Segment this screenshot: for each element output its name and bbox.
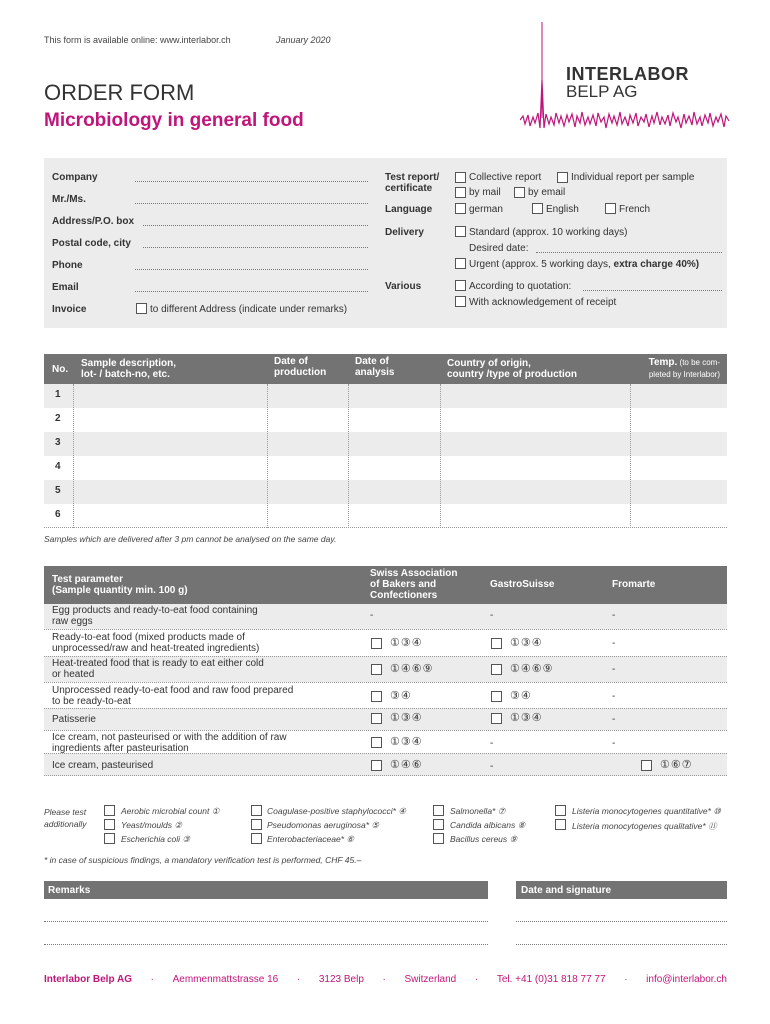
page-title: ORDER FORM [44, 80, 195, 105]
collective-report-label: Collective report [469, 172, 542, 183]
english-label: English [546, 204, 579, 215]
add-test-2-label: Yeast/moulds ② [121, 820, 183, 830]
footer-sep-1: · [150, 974, 154, 985]
address-field[interactable] [143, 225, 368, 226]
phone-label: Phone [52, 260, 83, 271]
acknowledgement-checkbox[interactable] [455, 296, 466, 307]
footer-city: 3123 Belp [318, 974, 364, 985]
report-label-1: Test report/ [385, 172, 440, 183]
col-fromarte: Fromarte [612, 579, 656, 590]
test-row-4-label: Unprocessed ready-to-eat food and raw food prepared to be ready-to-eat [52, 685, 294, 707]
quotation-checkbox[interactable] [455, 280, 466, 291]
add-test-9-checkbox[interactable] [433, 833, 444, 844]
col-production: Date of production [274, 356, 327, 378]
footer-sep-2: · [296, 974, 301, 985]
test-row-1-fromarte: - [612, 610, 616, 621]
acknowledgement-label: With acknowledgement of receipt [469, 297, 617, 308]
german-checkbox[interactable] [455, 203, 466, 214]
postal-field[interactable] [143, 247, 368, 248]
add-test-9-label: Bacillus cereus ⑨ [450, 834, 518, 844]
urgent-delivery-label: Urgent (approx. 5 working days, extra charge 40%) [469, 259, 700, 270]
footer-country: Switzerland [404, 974, 457, 985]
add-test-6-checkbox[interactable] [251, 833, 262, 844]
test-row-2-gastro-checkbox[interactable] [491, 638, 502, 649]
test-row-5-gastro-checkbox[interactable] [491, 713, 502, 724]
company-field[interactable] [135, 181, 368, 182]
add-test-8-checkbox[interactable] [433, 819, 444, 830]
add-test-11-checkbox[interactable] [555, 819, 566, 830]
add-test-2-checkbox[interactable] [104, 819, 115, 830]
test-row-1-gastro: - [490, 610, 494, 621]
remarks-line-2[interactable] [44, 944, 488, 945]
footer-sep-3: · [382, 974, 386, 985]
signature-header: Date and signature [516, 881, 727, 899]
test-row-6-swiss: ①③④ [390, 736, 423, 748]
test-row-4-swiss-checkbox[interactable] [371, 691, 382, 702]
remarks-header: Remarks [44, 881, 488, 899]
test-row-2-label: Ready-to-eat food (mixed products made of unprocessed/raw and heat-treated ingredients) [52, 632, 260, 654]
add-test-10-label: Listeria monocytogenes quantitative* ⑩ [572, 806, 721, 816]
form-date: January 2020 [276, 35, 331, 45]
col-description: Sample description, lot- / batch-no, etc. [81, 358, 177, 380]
online-note: This form is available online: www.interlabor.ch [44, 35, 231, 45]
name-field[interactable] [135, 203, 368, 204]
sample-row-4: 4 [55, 461, 61, 472]
test-row-5-fromarte: - [612, 714, 616, 725]
remarks-line-1[interactable] [44, 921, 488, 922]
test-row-6-label: Ice cream, not pasteurised or with the addition of raw ingredients after pasteurisation [52, 732, 287, 754]
test-row-3-gastro-checkbox[interactable] [491, 664, 502, 675]
quotation-field[interactable] [583, 290, 722, 291]
desired-date-label: Desired date: [469, 243, 529, 254]
company-logo [520, 20, 730, 135]
french-label: French [619, 204, 651, 215]
page-subtitle: Microbiology in general food [44, 110, 304, 131]
delivery-label: Delivery [385, 227, 424, 238]
test-row-4-gastro-checkbox[interactable] [491, 691, 502, 702]
urgent-delivery-checkbox[interactable] [455, 258, 466, 269]
col-analysis: Date of analysis [355, 356, 395, 378]
test-row-7-gastro: - [490, 761, 494, 772]
test-row-4-swiss: ③④ [390, 690, 412, 702]
postal-label: Postal code, city [52, 238, 131, 249]
sample-table-body [44, 384, 727, 528]
add-test-1-label: Aerobic microbial count ① [121, 806, 220, 816]
test-row-2-fromarte: - [612, 638, 616, 649]
test-table-body [44, 604, 727, 776]
test-row-4-gastro: ③④ [510, 690, 532, 702]
test-row-6-fromarte: - [612, 738, 616, 749]
individual-report-checkbox[interactable] [557, 172, 568, 183]
test-row-5-swiss: ①③④ [390, 712, 423, 724]
phone-field[interactable] [135, 269, 368, 270]
add-test-5-label: Pseudomonas aeruginosa* ⑤ [267, 820, 380, 830]
footer-company: Interlabor Belp AG [44, 974, 132, 985]
col-test-parameter: Test parameter (Sample quantity min. 100 g) [52, 574, 188, 596]
footer-street: Aemmenmattstrasse 16 [172, 974, 279, 985]
name-label: Mr./Ms. [52, 194, 86, 205]
additional-label: Please test additionally [44, 807, 87, 829]
logo-line1: INTERLABOR [566, 64, 689, 84]
add-test-10-checkbox[interactable] [555, 805, 566, 816]
add-test-5-checkbox[interactable] [251, 819, 262, 830]
standard-delivery-checkbox[interactable] [455, 226, 466, 237]
add-test-3-checkbox[interactable] [104, 833, 115, 844]
french-checkbox[interactable] [605, 203, 616, 214]
sample-table-header [44, 354, 727, 384]
add-test-8-label: Candida albicans ⑧ [450, 820, 526, 830]
desired-date-field[interactable] [536, 252, 722, 253]
test-row-7-fromarte: ①⑥⑦ [660, 759, 693, 771]
email-field[interactable] [135, 291, 368, 292]
test-row-7-label: Ice cream, pasteurised [52, 760, 154, 771]
test-row-7-swiss: ①④⑥ [390, 759, 423, 771]
test-row-1-label: Egg products and ready-to-eat food containing raw eggs [52, 605, 258, 627]
add-test-7-checkbox[interactable] [433, 805, 444, 816]
test-row-5-swiss-checkbox[interactable] [371, 713, 382, 724]
add-test-7-label: Salmonella* ⑦ [450, 806, 506, 816]
footer-email[interactable]: info@interlabor.ch [646, 974, 727, 985]
logo-line2: BELP AG [566, 82, 638, 101]
by-mail-label: by mail [469, 187, 501, 198]
sample-row-6: 6 [55, 509, 61, 520]
test-row-3-swiss: ①④⑥⑨ [390, 663, 434, 675]
test-row-3-fromarte: - [612, 664, 616, 675]
quotation-label: According to quotation: [469, 281, 572, 292]
col-swiss-association: Swiss Association of Bakers and Confectioners [370, 568, 458, 601]
report-label-2: certificate [385, 183, 433, 194]
col-country: Country of origin, country /type of production [447, 358, 577, 380]
test-row-6-swiss-checkbox[interactable] [371, 737, 382, 748]
address-label: Address/P.O. box [52, 216, 135, 227]
signature-line-2[interactable] [516, 944, 727, 945]
test-row-6-gastro: - [490, 738, 494, 749]
col-gastrosuisse: GastroSuisse [490, 579, 555, 590]
by-email-checkbox[interactable] [514, 187, 525, 198]
add-test-11-label: Listeria monocytogenes qualitative* ⑪ [572, 821, 717, 831]
by-email-label: by email [528, 187, 566, 198]
email-label: Email [52, 282, 79, 293]
invoice-option-label: to different Address (indicate under remarks) [150, 304, 348, 315]
footer [44, 974, 727, 985]
col-temp: Temp. (to be com- pleted by Interlabor) [648, 357, 720, 379]
standard-delivery-label: Standard (approx. 10 working days) [469, 227, 628, 238]
company-label: Company [52, 172, 98, 183]
individual-report-label: Individual report per sample [571, 172, 695, 183]
sample-note: Samples which are delivered after 3 pm cannot be analysed on the same day. [44, 534, 337, 544]
footer-phone: Tel. +41 (0)31 818 77 77 [496, 974, 606, 985]
add-test-1-checkbox[interactable] [104, 805, 115, 816]
signature-line-1[interactable] [516, 921, 727, 922]
test-row-2-gastro: ①③④ [510, 637, 543, 649]
collective-report-checkbox[interactable] [455, 172, 466, 183]
german-label: german [469, 204, 503, 215]
test-row-7-fromarte-checkbox[interactable] [641, 760, 652, 771]
footnote: * in case of suspicious findings, a mandatory verification test is performed, CHF 45.– [44, 855, 362, 865]
sample-row-5: 5 [55, 485, 61, 496]
add-test-6-label: Enterobacteriaceae* ⑥ [267, 834, 355, 844]
test-row-2-swiss-checkbox[interactable] [371, 638, 382, 649]
test-row-3-swiss-checkbox[interactable] [371, 664, 382, 675]
footer-sep-5: · [624, 974, 628, 985]
test-row-5-label: Patisserie [52, 714, 96, 725]
by-mail-checkbox[interactable] [455, 187, 466, 198]
add-test-4-checkbox[interactable] [251, 805, 262, 816]
add-test-3-label: Escherichia coli ③ [121, 834, 191, 844]
english-checkbox[interactable] [532, 203, 543, 214]
test-row-2-swiss: ①③④ [390, 637, 423, 649]
test-row-1-swiss: - [370, 610, 374, 621]
sample-row-2: 2 [55, 413, 61, 424]
footer-sep-4: · [474, 974, 479, 985]
col-no: No. [52, 364, 69, 375]
test-row-5-gastro: ①③④ [510, 712, 543, 724]
invoice-checkbox[interactable] [136, 303, 147, 314]
test-row-7-swiss-checkbox[interactable] [371, 760, 382, 771]
sample-row-3: 3 [55, 437, 61, 448]
add-test-4-label: Coagulase-positive staphylococci* ④ [267, 806, 406, 816]
test-row-3-gastro: ①④⑥⑨ [510, 663, 554, 675]
language-label: Language [385, 204, 433, 215]
invoice-label: Invoice [52, 304, 87, 315]
test-row-3-label: Heat-treated food that is ready to eat either cold or heated [52, 658, 264, 680]
test-row-4-fromarte: - [612, 691, 616, 702]
test-table-header [44, 566, 727, 604]
various-label: Various [385, 281, 422, 292]
sample-row-1: 1 [55, 389, 61, 400]
